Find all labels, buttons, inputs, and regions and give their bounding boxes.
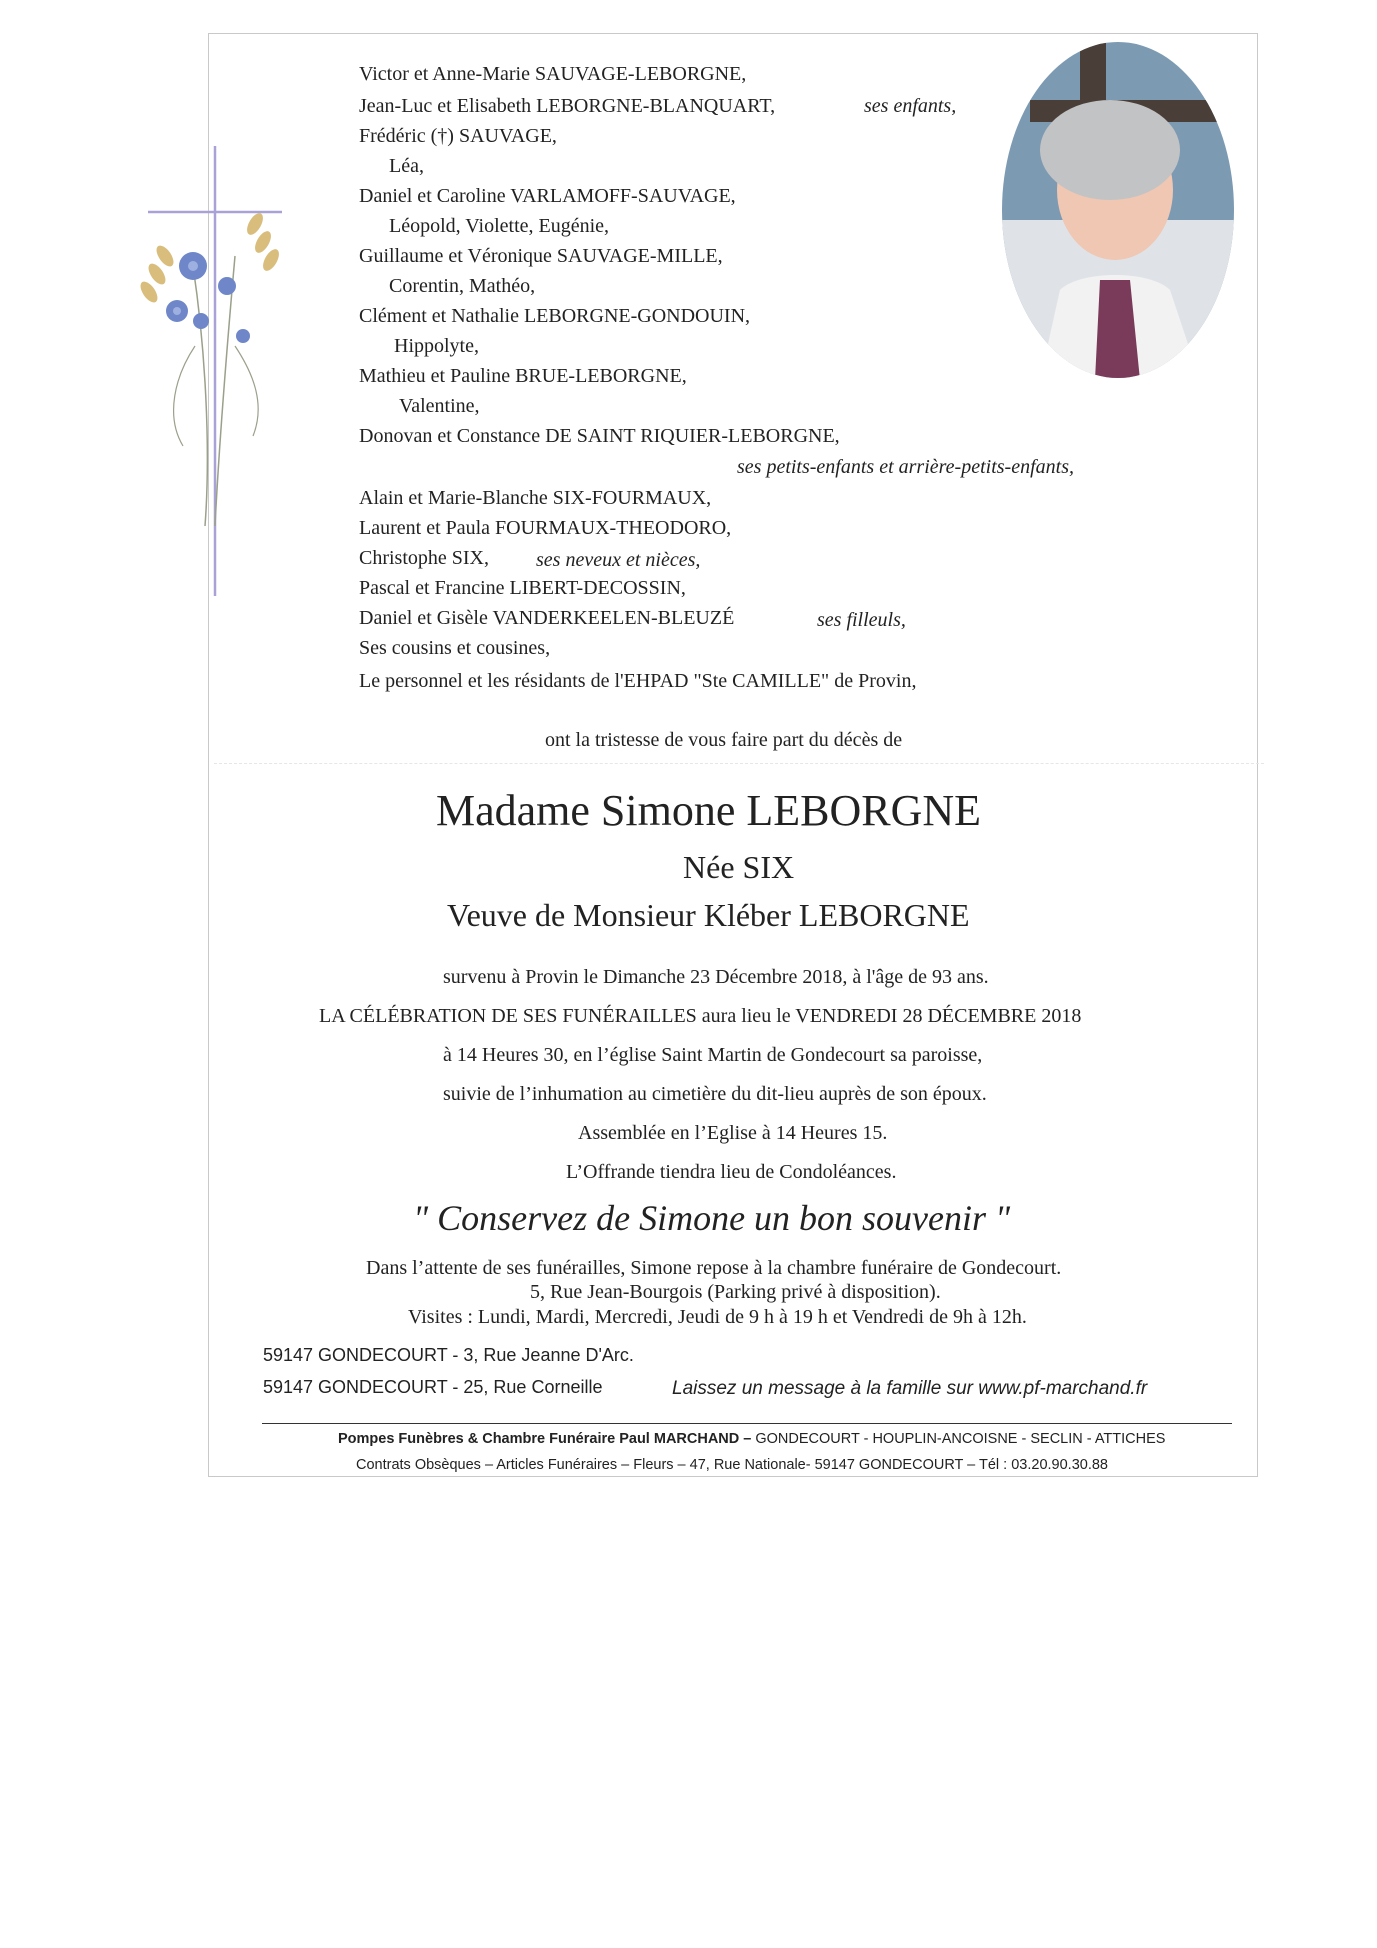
deceased-name: Madame Simone LEBORGNE <box>436 786 982 835</box>
family-line: Guillaume et Véronique SAUVAGE-MILLE, <box>359 245 723 267</box>
footer-company <box>338 1429 1165 1449</box>
family-line: Mathieu et Pauline BRUE-LEBORGNE, <box>359 365 687 387</box>
deceased-birth-name: Née SIX <box>683 849 795 885</box>
visit-line: Visites : Lundi, Mardi, Mercredi, Jeudi de 9 h à 19 h et Vendredi de 9h à 12h. <box>408 1306 1027 1328</box>
family-line: Victor et Anne-Marie SAUVAGE-LEBORGNE, <box>359 63 747 85</box>
deceased-widow: Veuve de Monsieur Kléber LEBORGNE <box>447 897 970 933</box>
family-line: Léa, <box>389 155 424 177</box>
detail-line: LA CÉLÉBRATION DE SES FUNÉRAILLES aura lieu le VENDREDI 28 DÉCEMBRE 2018 <box>319 1005 1082 1027</box>
address-line: 59147 GONDECOURT - 25, Rue Corneille <box>263 1377 603 1397</box>
detail-line: à 14 Heures 30, en l’église Saint Martin de Gondecourt sa paroisse, <box>443 1044 983 1066</box>
website-message: Laissez un message à la famille sur www.pf-marchand.fr <box>672 1378 1148 1399</box>
family-line: Hippolyte, <box>394 335 479 357</box>
family-line: Pascal et Francine LIBERT-DECOSSIN, <box>359 577 686 599</box>
family-line: Daniel et Gisèle VANDERKEELEN-BLEUZÉ <box>359 607 735 629</box>
cross-flower-illustration <box>135 146 295 606</box>
family-line: Valentine, <box>399 395 480 417</box>
visit-line: Dans l’attente de ses funérailles, Simone repose à la chambre funéraire de Gondecourt. <box>366 1257 1062 1279</box>
family-line: Alain et Marie-Blanche SIX-FOURMAUX, <box>359 487 712 509</box>
family-line: Daniel et Caroline VARLAMOFF-SAUVAGE, <box>359 185 736 207</box>
relation-grandchildren: ses petits-enfants et arrière-petits-enfants, <box>737 456 1074 478</box>
family-line: Christophe SIX, <box>359 547 489 569</box>
footer-rule <box>262 1423 1232 1424</box>
family-line: Léopold, Violette, Eugénie, <box>389 215 610 237</box>
detail-line: L’Offrande tiendra lieu de Condoléances. <box>566 1161 897 1183</box>
portrait-photo <box>1000 40 1236 380</box>
relation-children: ses enfants, <box>864 95 957 117</box>
relation-godchildren: ses filleuls, <box>817 609 906 631</box>
family-line: Jean-Luc et Elisabeth LEBORGNE-BLANQUART, <box>359 95 776 117</box>
family-line: Donovan et Constance DE SAINT RIQUIER-LEBORGNE, <box>359 425 840 447</box>
visit-line: 5, Rue Jean-Bourgois (Parking privé à disposition). <box>530 1281 941 1303</box>
family-line: Laurent et Paula FOURMAUX-THEODORO, <box>359 517 732 539</box>
family-line: Ses cousins et cousines, <box>359 637 551 659</box>
family-line: Corentin, Mathéo, <box>389 275 536 297</box>
quote: " Conservez de Simone un bon souvenir " <box>413 1198 1011 1238</box>
family-line: Frédéric (†) SAUVAGE, <box>359 125 557 147</box>
family-line: Le personnel et les résidants de l'EHPAD "Ste CAMILLE" de Provin, <box>359 670 917 692</box>
footer-contact: Contrats Obsèques – Articles Funéraires – Fleurs – 47, Rue Nationale- 59147 GONDECOURT – Tél : 03.20.90.30.88 <box>356 1457 1108 1473</box>
announce-text: ont la tristesse de vous faire part du décès de <box>545 729 903 751</box>
detail-line: suivie de l’inhumation au cimetière du dit-lieu auprès de son époux. <box>443 1083 987 1105</box>
address-line: 59147 GONDECOURT - 3, Rue Jeanne D'Arc. <box>263 1345 634 1365</box>
relation-nephews: ses neveux et nièces, <box>536 549 701 571</box>
detail-line: Assemblée en l’Eglise à 14 Heures 15. <box>578 1122 888 1144</box>
fold-line <box>214 763 1264 764</box>
family-line: Clément et Nathalie LEBORGNE-GONDOUIN, <box>359 305 751 327</box>
detail-line: survenu à Provin le Dimanche 23 Décembre 2018, à l'âge de 93 ans. <box>443 966 989 988</box>
footer-company-name: Pompes Funèbres & Chambre Funéraire Paul MARCHAND – <box>338 1431 752 1447</box>
footer-company-towns: GONDECOURT - HOUPLIN-ANCOISNE - SECLIN - ATTICHES <box>751 1431 1166 1447</box>
